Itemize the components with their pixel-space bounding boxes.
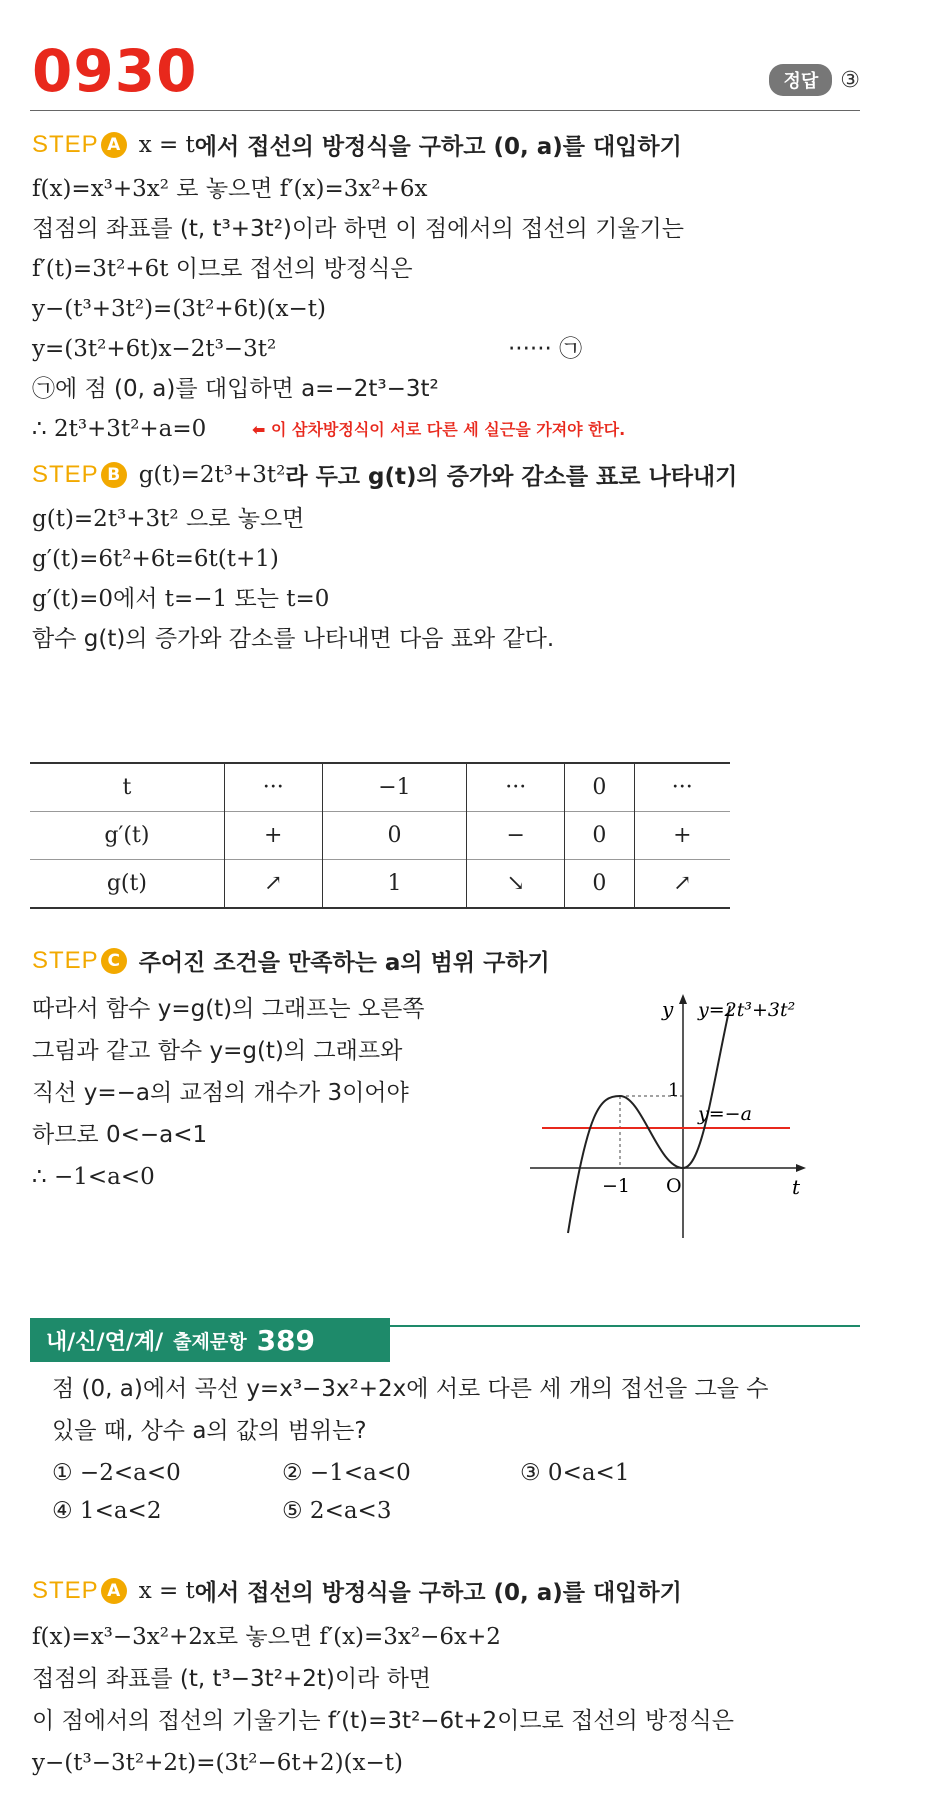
text-line: 함수 g(t)의 증가와 감소를 나타내면 다음 표와 같다.: [32, 626, 555, 652]
step-title: 주어진 조건을 만족하는 a의 범위 구하기: [138, 950, 550, 976]
related-divider: [370, 1325, 860, 1327]
text-line: 직선 y=−a의 교점의 개수가 3이어야: [32, 1080, 409, 1106]
table-cell: g′(t): [30, 812, 224, 860]
graph-origin-label: O: [666, 1175, 682, 1197]
text-line: f(x)=x³−3x²+2x로 놓으면 f′(x)=3x²−6x+2: [32, 1624, 501, 1650]
step-badge: B: [101, 462, 127, 488]
table-cell: 0: [565, 763, 634, 812]
question-line: 있을 때, 상수 a의 값의 범위는?: [52, 1418, 367, 1444]
text-line: ∴ −1<a<0: [32, 1164, 155, 1190]
red-note: ⬅ 이 삼차방정식이 서로 다른 세 실근을 가져야 한다.: [252, 420, 626, 439]
text-line: 그림과 같고 함수 y=g(t)의 그래프와: [32, 1038, 403, 1064]
text-line: ㉠에 점 (0, a)를 대입하면 a=−2t³−3t²: [32, 376, 439, 402]
graph-line-label: y=−a: [698, 1103, 752, 1125]
table-cell: 0: [565, 812, 634, 860]
text-line: g′(t)=0에서 t=−1 또는 t=0: [32, 586, 330, 612]
step-title: 라 두고 g(t)의 증가와 감소를 표로 나타내기: [285, 464, 738, 490]
text-line: f(x)=x³+3x² 로 놓으면 f′(x)=3x²+6x: [32, 176, 428, 202]
related-prefix: 내/신/연/계/: [46, 1329, 164, 1355]
table-cell: ↘: [467, 860, 565, 909]
problem-number: 0930: [32, 37, 198, 105]
step-badge: A: [101, 1578, 127, 1604]
answer-badge: 정답: [769, 64, 832, 96]
cubic-graph: [530, 988, 860, 1248]
table-cell: 1: [322, 860, 467, 909]
table-cell: −1: [322, 763, 467, 812]
table-row: [30, 860, 730, 909]
choice: ⑤ 2<a<3: [282, 1498, 392, 1524]
table-row: [30, 812, 730, 860]
answer-value: ③: [840, 67, 860, 93]
text-line: 접점의 좌표를 (t, t³−3t²+2t)이라 하면: [32, 1666, 432, 1692]
table-cell: 0: [322, 812, 467, 860]
step-label: STEP: [32, 460, 99, 488]
table-cell: ···: [467, 763, 565, 812]
step-badge: C: [101, 948, 127, 974]
graph-curve-label: y=2t³+3t²: [698, 999, 796, 1021]
text-line: 따라서 함수 y=g(t)의 그래프는 오른쪽: [32, 996, 425, 1022]
step-title-math: g(t)=2t³+3t²: [138, 461, 286, 488]
text-line: ∴ 2t³+3t²+a=0: [32, 416, 207, 442]
step-title-math: x = t: [138, 131, 195, 158]
step-a-heading: [32, 128, 682, 161]
choice: ② −1<a<0: [282, 1460, 411, 1486]
table-cell: ↗: [224, 860, 322, 909]
related-number: 389: [256, 1323, 316, 1357]
step-label: STEP: [32, 946, 99, 974]
graph-one-label: 1: [668, 1080, 680, 1101]
text-line: f′(t)=3t²+6t 이므로 접선의 방정식은: [32, 256, 413, 282]
text-line: 하므로 0<−a<1: [32, 1122, 208, 1148]
step-b-heading: [32, 458, 737, 491]
related-label: 출제문항: [173, 1330, 247, 1353]
text-line: y=(3t²+6t)x−2t³−3t²: [32, 336, 277, 362]
step-title: 에서 접선의 방정식을 구하고 (0, a)를 대입하기: [194, 1580, 682, 1606]
question-line: 점 (0, a)에서 곡선 y=x³−3x²+2x에 서로 다른 세 개의 접선을 그을 수: [52, 1376, 769, 1402]
text-line: 접점의 좌표를 (t, t³+3t²)이라 하면 이 점에서의 접선의 기울기는: [32, 216, 684, 242]
text-line: g′(t)=6t²+6t=6t(t+1): [32, 546, 279, 572]
equation-marker: ······ ㉠: [508, 336, 583, 362]
choice: ③ 0<a<1: [520, 1460, 630, 1486]
graph-minus-one-label: −1: [602, 1175, 631, 1197]
t-axis-arrow: [796, 1164, 806, 1172]
table-cell: ···: [224, 763, 322, 812]
text-line: 이 점에서의 접선의 기울기는 f′(t)=3t²−6t+2이므로 접선의 방정식은: [32, 1708, 734, 1734]
table-cell: t: [30, 763, 224, 812]
step-title-math: x = t: [138, 1577, 195, 1604]
table-cell: −: [467, 812, 565, 860]
step-a2-heading: [32, 1574, 682, 1607]
step-label: STEP: [32, 130, 99, 158]
step-label: STEP: [32, 1576, 99, 1604]
table-cell: +: [224, 812, 322, 860]
step-title: 에서 접선의 방정식을 구하고 (0, a)를 대입하기: [194, 134, 682, 160]
text-line: y−(t³+3t²)=(3t²+6t)(x−t): [32, 296, 326, 322]
text-line: y−(t³−3t²+2t)=(3t²−6t+2)(x−t): [32, 1750, 403, 1776]
text-line: g(t)=2t³+3t² 으로 놓으면: [32, 506, 305, 532]
table-cell: 0: [565, 860, 634, 909]
answer: [769, 64, 860, 96]
graph-t-label: t: [792, 1175, 801, 1199]
table-cell: g(t): [30, 860, 224, 909]
related-problem-header: [30, 1318, 390, 1362]
step-badge: A: [101, 132, 127, 158]
step-c-heading: [32, 944, 550, 977]
y-axis-arrow: [679, 994, 687, 1004]
table-row: [30, 763, 730, 812]
graph-y-label: y: [662, 997, 674, 1021]
sign-table: [30, 762, 730, 909]
table-cell: +: [634, 812, 730, 860]
table-cell: ···: [634, 763, 730, 812]
header-divider: [30, 110, 860, 111]
choice: ① −2<a<0: [52, 1460, 181, 1486]
table-cell: ↗: [634, 860, 730, 909]
choice: ④ 1<a<2: [52, 1498, 162, 1524]
